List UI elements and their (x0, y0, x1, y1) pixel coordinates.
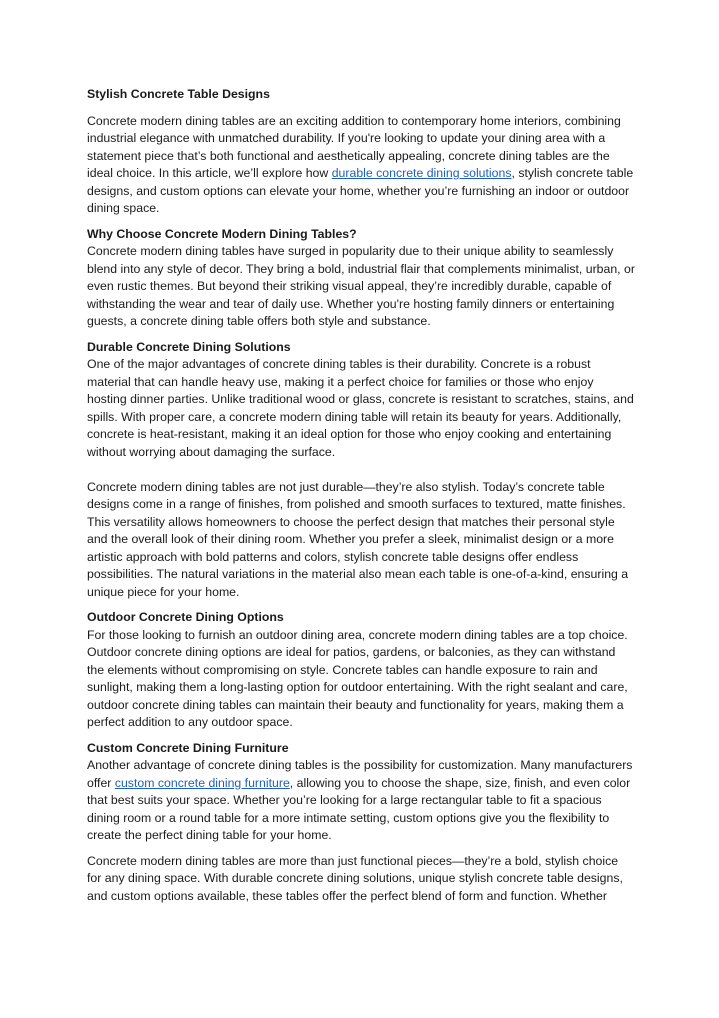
durable-solutions-link[interactable]: durable concrete dining solutions (331, 166, 512, 180)
section-body-outdoor: For those looking to furnish an outdoor dining area, concrete modern dining tables are a top choice. Outdoor concrete dining options are ideal for patios, gardens, or balconies, as they can withstand the elements without compromising on style. Concrete tables can handle exposure to rain and sunlight, making them a long-lasting option for outdoor entertaining. With the right sealant and care, outdoor concrete dining tables can maintain their beauty and functionality for years, making them a perfect addition to any outdoor space. (87, 627, 628, 729)
document-title: Stylish Concrete Table Designs (87, 87, 270, 101)
section-heading-durable: Durable Concrete Dining Solutions (87, 339, 291, 354)
document-page (87, 86, 635, 905)
section-heading-why: Why Choose Concrete Modern Dining Tables? (87, 226, 357, 241)
intro-paragraph (87, 113, 635, 218)
custom-furniture-link[interactable]: custom concrete dining furniture (114, 775, 290, 790)
section-body-custom (87, 757, 635, 845)
section-body-why: Concrete modern dining tables have surged in popularity due to their unique ability to seamlessly blend into any style of decor. They bring a bold, industrial flair that complements minimalist, urban, or even rustic themes. But beyond their striking visual appeal, they’re incredibly durable, capable of withstanding the wear and tear of daily use. Whether you're hosting family dinners or entertaining guests, a concrete dining table offers both style and substance. (87, 244, 635, 328)
intro-text-before-link: Concrete modern dining tables are an exciting addition to contemporary home interiors, combining industrial elegance with unmatched durability. If you're looking to update your dining area with a statement piece that’s both functional and aesthetically appealing, concrete dining tables are the ideal choice. In this article, we’ll explore how (87, 113, 621, 180)
conclusion-paragraph: Concrete modern dining tables are more than just functional pieces—they’re a bold, stylish choice for any dining space. With durable concrete dining solutions, unique stylish concrete table designs, and custom options available, these tables offer the perfect blend of form and function. Whether (87, 853, 623, 903)
custom-text-before-link: Another advantage of concrete dining tables is the possibility for customization. Many manufacturers offer (87, 758, 633, 790)
intro-text-after-link: , stylish concrete table designs, and custom options can elevate your home, whether you’re furnishing an indoor or outdoor dining space. (87, 166, 634, 215)
section-body-durable-stylish: Concrete modern dining tables are not just durable—they’re also stylish. Today’s concrete table designs come in a range of finishes, from polished and smooth surfaces to textured, matte finishes. This versatility allows homeowners to choose the perfect design that matches their personal style and the overall look of their dining room. Whether you prefer a sleek, minimalist design or a more artistic approach with bold patterns and colors, stylish concrete table designs offer endless possibilities. The natural variations in the material also mean each table is one-of-a-kind, ensuring a unique piece for your home. (87, 479, 629, 599)
custom-text-after-link: , allowing you to choose the shape, size, finish, and even color that best suits your space. Whether you’re looking for a large rectangular table to fit a spacious dining room or a round table for a more intimate setting, custom options give you the flexibility to create the perfect dining table for your home. (87, 775, 631, 842)
section-heading-custom: Custom Concrete Dining Furniture (87, 740, 289, 755)
paragraph-spacer (87, 461, 635, 479)
section-body-durable: One of the major advantages of concrete dining tables is their durability. Concrete is a robust material that can handle heavy use, making it a perfect choice for families or those who enjoy hosting dinner parties. Unlike traditional wood or glass, concrete is resistant to scratches, stains, and spills. With proper care, a concrete modern dining table will retain its beauty for years. Additionally, concrete is heat-resistant, making it an ideal option for those who enjoy cooking and entertaining without worrying about damaging the surface. (87, 357, 634, 459)
section-heading-outdoor: Outdoor Concrete Dining Options (87, 610, 284, 624)
